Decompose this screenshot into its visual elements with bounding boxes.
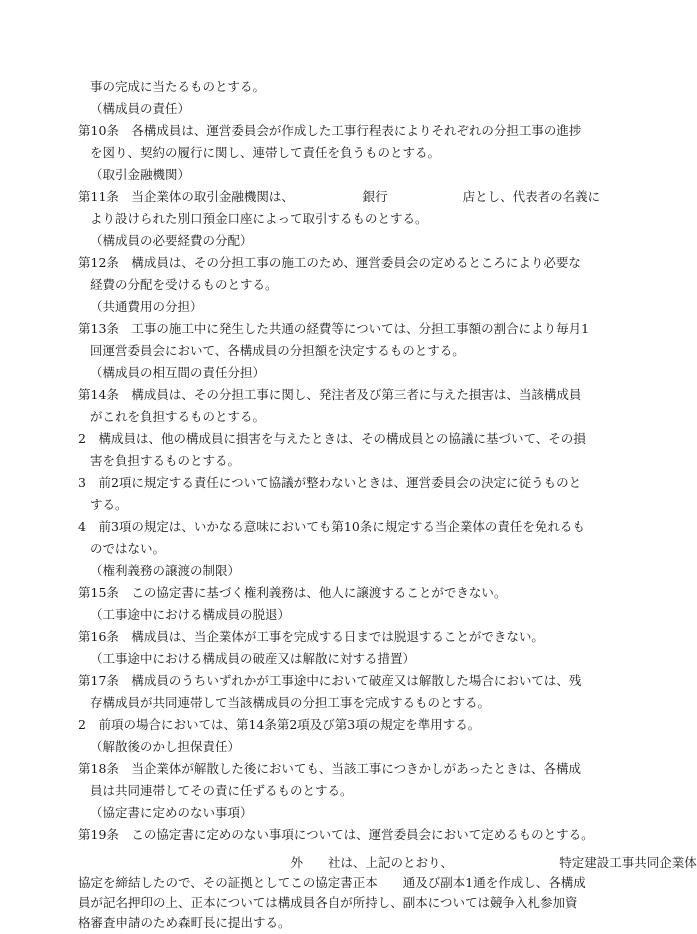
article-10: 第10条 各構成員は、運営委員会が作成した工事行程表によりそれぞれの分担工事の進捗 [78,123,582,138]
article-14: 第14条 構成員は、その分担工事に関し、発注者及び第三者に与えた損害は、当該構成員 [78,387,582,402]
article-14-para-4: 4 前3項の規定は、いかなる意味においても第10条に規定する当企業体の責任を免れるも [78,519,585,534]
text-line: する。 [90,497,128,512]
closing-statement-line: 員が記名押印の上、正本については構成員各自が所持し、副本については競争入札参加資 [78,895,578,910]
article-16: 第16条 構成員は、当企業体が工事を完成する日までは脱退することができない。 [78,629,544,644]
article-19: 第19条 この協定書に定めのない事項については、運営委員会において定めるものとする。 [78,827,594,842]
section-heading: （取引金融機関） [90,167,191,182]
text-line: 員は共同連帯してその責に任ずるものとする。 [90,783,353,798]
text-line: 回運営委員会において、各構成員の分担額を決定するものとする。 [90,343,465,358]
text-line: より設けられた別口預金口座によって取引するものとする。 [90,211,428,226]
section-heading: （解散後のかし担保責任） [90,739,241,754]
article-13: 第13条 工事の施工中に発生した共通の経費等については、分担工事額の割合により毎月1 [78,321,590,336]
text-line: 事の完成に当たるものとする。 [90,79,266,94]
article-12: 第12条 構成員は、その分担工事の施工のため、運営委員会の定めるところにより必要な [78,255,581,270]
article-18: 第18条 当企業体が解散した後においても、当該工事につきかしがあったときは、各構成 [78,761,582,776]
section-heading: （協定書に定めのない事項） [90,805,253,820]
closing-statement-line: 格審査申請のため森町長に提出する。 [78,915,291,930]
section-heading: （共通費用の分担） [90,299,203,314]
section-heading: （構成員の相互間の責任分担） [90,365,266,380]
article-17-para-2: 2 前項の場合においては、第14条第2項及び第3項の規定を準用する。 [78,717,481,732]
section-heading: （権利義務の譲渡の制限） [90,563,241,578]
text-line: 害を負担するものとする。 [90,453,241,468]
section-heading: （構成員の必要経費の分配） [90,233,253,248]
article-14-para-3: 3 前2項に規定する責任について協議が整わないときは、運営委員会の決定に従うものと [78,475,582,490]
section-heading: （工事途中における構成員の破産又は解散に対する措置） [90,651,416,666]
text-line: を図り、契約の履行に関し、連帯して責任を負うものとする。 [90,145,441,160]
text-line: 存構成員が共同連帯して当該構成員の分担工事を完成するものとする。 [90,695,491,710]
section-heading: （工事途中における構成員の脱退） [90,607,291,622]
text-line: のではない。 [90,541,166,556]
article-14-para-2: 2 構成員は、他の構成員に損害を与えたときは、その構成員との協議に基づいて、その損 [78,431,586,446]
text-line: がこれを負担するものとする。 [90,409,266,424]
section-heading: （構成員の責任） [90,101,191,116]
article-11: 第11条 当企業体の取引金融機関は、 銀行 店とし、代表者の名義に [78,189,601,204]
article-15: 第15条 この協定書に基づく権利義務は、他人に譲渡することができない。 [78,585,507,600]
closing-statement-line: 協定を締結したので、その証拠としてこの協定書正本 通及び副本1通を作成し、各構成 [78,875,586,890]
closing-statement-line: 外 社は、上記のとおり、 特定建設工事共同企業体 [78,855,697,870]
article-17: 第17条 構成員のうちいずれかが工事途中において破産又は解散した場合においては、残 [78,673,582,688]
text-line: 経費の分配を受けるものとする。 [90,277,278,292]
